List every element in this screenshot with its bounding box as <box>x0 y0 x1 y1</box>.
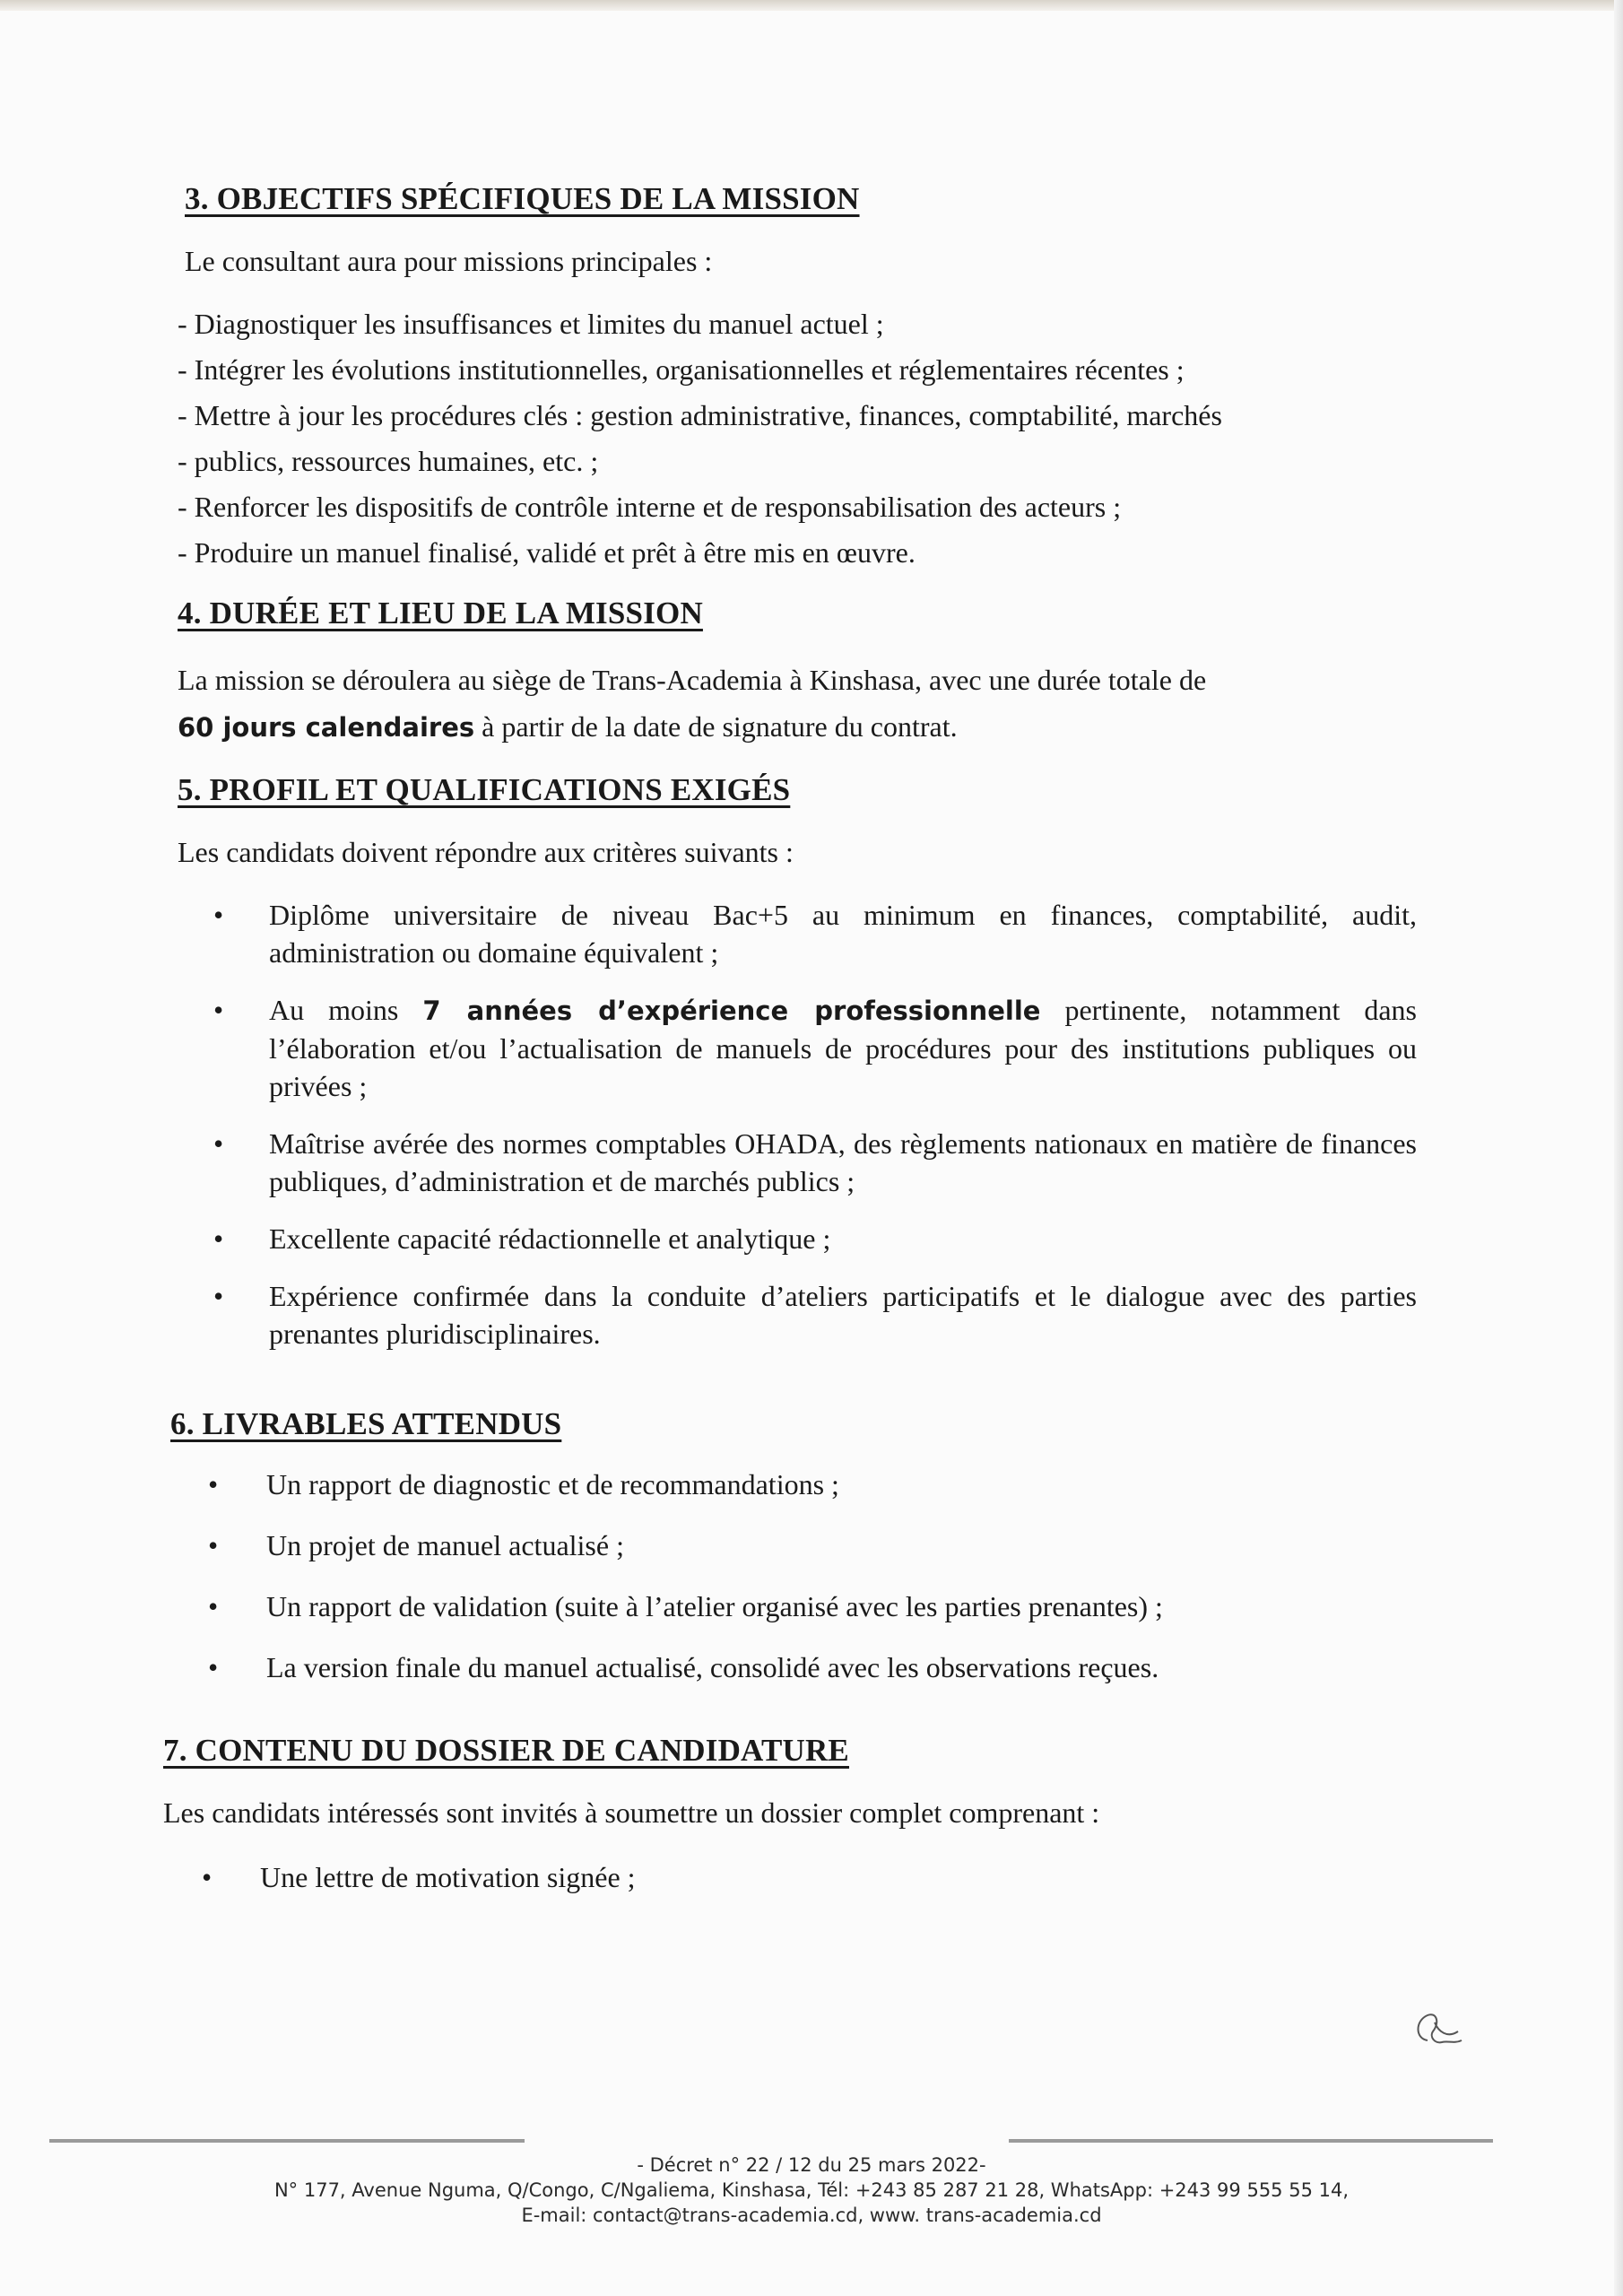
bullet-icon: • <box>208 1468 219 1500</box>
list-item-text: Diplôme universitaire de niveau Bac+5 au minimum en finances, comptabilité, audit, administration ou domaine équivalent ; <box>269 899 1417 969</box>
list-item <box>170 991 1417 1105</box>
list-item <box>170 1587 1426 1625</box>
bullet-icon: • <box>208 1590 219 1622</box>
list-item <box>170 1526 1426 1564</box>
document-body <box>163 179 1444 1896</box>
section-4-text <box>178 657 1442 751</box>
bullet-icon: • <box>213 994 224 1026</box>
bullet-icon: • <box>208 1529 219 1561</box>
section-7-intro: Les candidats intéressés sont invités à soumettre un dossier complet comprenant : <box>163 1796 1100 1829</box>
list-item-text: Un rapport de diagnostic et de recommandations ; <box>266 1468 839 1500</box>
section-6-heading: 6. LIVRABLES ATTENDUS <box>170 1406 562 1441</box>
section-7-list <box>170 1858 1444 1896</box>
list-item-text: pertinente, notamment dans l’élaboration et/ou l’actualisation de manuels de procédures pour des institutions publiques ou privées ; <box>269 994 1417 1102</box>
footer-rule-left <box>49 2139 525 2143</box>
section-6-list <box>170 1465 1426 1686</box>
list-item-text: Un rapport de validation (suite à l’atelier organisé avec les parties prenantes) ; <box>266 1590 1163 1622</box>
list-item <box>170 1465 1426 1503</box>
list-item <box>170 1858 1444 1896</box>
footer-contact: E-mail: contact@trans-academia.cd, www. trans-academia.cd <box>521 2205 1102 2226</box>
list-item <box>170 1125 1417 1200</box>
section-5-heading: 5. PROFIL ET QUALIFICATIONS EXIGÉS <box>178 772 791 807</box>
list-item <box>170 896 1417 971</box>
section-5-intro: Les candidats doivent répondre aux critères suivants : <box>178 836 794 868</box>
list-item-text: Au moins <box>269 994 423 1026</box>
bullet-icon: • <box>208 1651 219 1683</box>
list-item-emphasis: 7 années d’expérience professionnelle <box>422 996 1041 1026</box>
list-item <box>170 1220 1417 1257</box>
section-3-line: - Mettre à jour les procédures clés : gestion administrative, finances, comptabilité, marchés <box>178 399 1222 431</box>
bullet-icon: • <box>202 1861 213 1893</box>
list-item <box>170 1648 1426 1686</box>
list-item-text: Expérience confirmée dans la conduite d’ateliers participatifs et le dialogue avec des parties prenantes pluridisciplinaires. <box>269 1280 1417 1350</box>
section-3-list <box>178 301 1444 576</box>
list-item-text: Une lettre de motivation signée ; <box>260 1861 636 1893</box>
footer-address: N° 177, Avenue Nguma, Q/Congo, C/Ngaliema, Kinshasa, Tél: +243 85 287 21 28, WhatsApp: +243 99 555 55 14, <box>273 2179 1350 2201</box>
list-item-text: Un projet de manuel actualisé ; <box>266 1529 624 1561</box>
initials-signature <box>1408 2005 1471 2058</box>
footer-rule-right <box>1009 2139 1493 2143</box>
list-item <box>170 1277 1417 1352</box>
section-4-text-a: La mission se déroulera au siège de Trans-Academia à Kinshasa, avec une durée totale de <box>178 664 1207 696</box>
bullet-icon: • <box>213 1127 224 1160</box>
section-5-list <box>170 896 1417 1352</box>
page-top-edge <box>0 0 1623 11</box>
bullet-icon: • <box>213 899 224 931</box>
section-4-text-b: à partir de la date de signature du contrat. <box>474 710 958 743</box>
section-3-line: - Produire un manuel finalisé, validé et prêt à être mis en œuvre. <box>178 536 916 569</box>
bullet-icon: • <box>213 1280 224 1312</box>
list-item-text: La version finale du manuel actualisé, consolidé avec les observations reçues. <box>266 1651 1159 1683</box>
list-item-text: Excellente capacité rédactionnelle et analytique ; <box>269 1222 831 1255</box>
section-7-heading: 7. CONTENU DU DOSSIER DE CANDIDATURE <box>163 1733 849 1768</box>
section-3-line: - Diagnostiquer les insuffisances et limites du manuel actuel ; <box>178 308 884 340</box>
page-right-edge <box>1614 0 1623 2296</box>
section-3-intro: Le consultant aura pour missions principales : <box>185 245 713 277</box>
section-3-line: - publics, ressources humaines, etc. ; <box>178 445 599 477</box>
footer-decree: - Décret n° 22 / 12 du 25 mars 2022- <box>637 2154 986 2176</box>
section-3-heading: 3. OBJECTIFS SPÉCIFIQUES DE LA MISSION <box>185 181 860 216</box>
section-3-line: - Intégrer les évolutions institutionnelles, organisationnelles et réglementaires récentes ; <box>178 353 1185 386</box>
list-item-text: Maîtrise avérée des normes comptables OHADA, des règlements nationaux en matière de finances publiques, d’administration et de marchés publics ; <box>269 1127 1417 1197</box>
bullet-icon: • <box>213 1222 224 1255</box>
section-4-heading: 4. DURÉE ET LIEU DE LA MISSION <box>178 596 703 631</box>
section-3-line: - Renforcer les dispositifs de contrôle interne et de responsabilisation des acteurs ; <box>178 491 1122 523</box>
section-4-duration: 60 jours calendaires <box>178 712 475 743</box>
